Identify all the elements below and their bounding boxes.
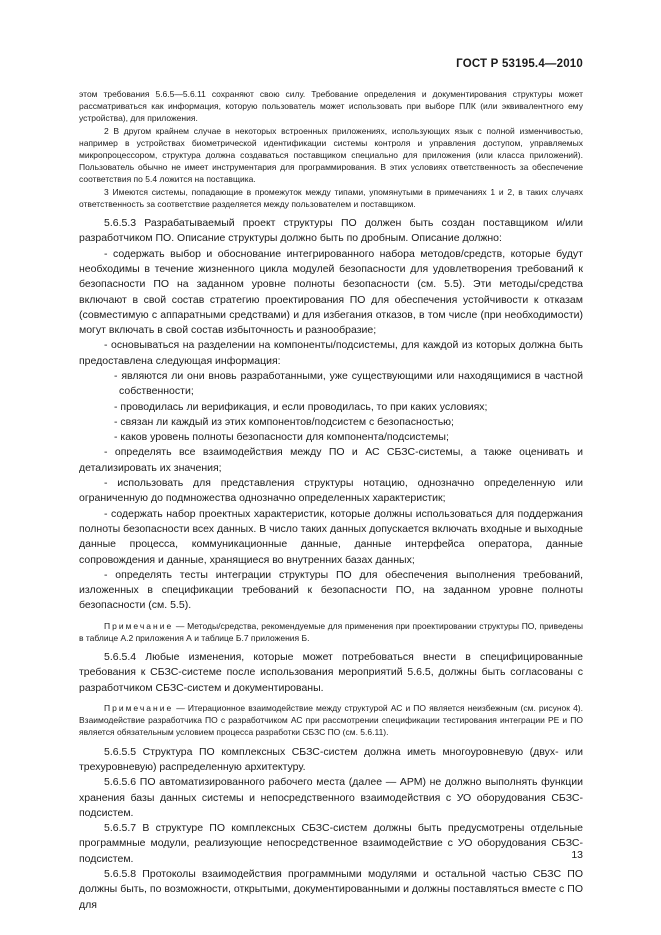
page-content bbox=[79, 88, 583, 913]
list-item: - содержать выбор и обоснование интегрированного набора методов/средств, которые будут необходимы в течение жизненного цикла модулей безопасности для удовлетворения требований к безопасности ПО на заданном уровне полноты безопасности (см. 5.5). Эти методы/средства включают в свой состав стратегию проектирования ПО для обеспечения устойчивости к отказам (совместимую с аппаратными средствами) и для избегания отказов, в том числе (при необходимости) могут включать в свой состав избыточность и разнообразие; bbox=[79, 247, 583, 337]
note-label: Примечание bbox=[104, 620, 174, 631]
sub-list-item: - проводилась ли верификация, и если проводилась, то при каких условиях; bbox=[114, 400, 488, 413]
list-item: - содержать набор проектных характеристик, которые должны использоваться для поддержания полноты безопасности всех данных. В число таких данных допускается включать входные и выходные данные процесса, коммуникационные данные, данные интерфейса оператора, данные сопровождения и данные, хранящиеся во внутренних базах данных; bbox=[79, 507, 583, 566]
clause-5-6-5-4: 5.6.5.4 Любые изменения, которые может потребоваться внести в специфицированные требования к СБЗС-системе после использования мероприятий 5.6.5, должны быть согласованы с разработчиком СБЗС-систем и документированы. bbox=[79, 651, 583, 694]
clause-5-6-5-5: 5.6.5.5 Структура ПО комплексных СБЗС-систем должна иметь многоуровневую (двух- или трехуровневую) распределенную архитектуру. bbox=[79, 745, 583, 773]
list-item: - определять все взаимодействия между ПО и АС СБЗС-системы, а также оценивать и детализировать их значения; bbox=[79, 446, 583, 474]
note-text: — Методы/средства, рекомендуемые для применения при проектировании структуры ПО, приведены в таблице А.2 приложения А и таблице Б.7 приложения Б. bbox=[79, 620, 583, 643]
list-item: - использовать для представления структуры нотацию, однозначно определенную или ограниченную до подмножества однозначно определенных характеристик; bbox=[79, 477, 583, 505]
clause-5-6-5-8: 5.6.5.8 Протоколы взаимодействия программными модулями и остальной частью СБЗС ПО должны быть, по возможности, открытыми, документированными и должны поставляться вместе с ПО для bbox=[79, 868, 583, 911]
clause-5-6-5-7: 5.6.5.7 В структуре ПО комплексных СБЗС-систем должны быть предусмотрены отдельные программные модули, реализующие непосредственное взаимодействие с УО оборудования СБЗС-подсистем. bbox=[79, 822, 583, 865]
page-number: 13 bbox=[571, 849, 583, 861]
note-2: 2 В другом крайнем случае в некоторых встроенных приложениях, использующих язык с полной изменчивостью, например в устройствах биометрической идентификации системы контроля и управления доступом, управляемых микропроцессором, структура должна создаваться поставщиком специально для приложения (или класса приложений). Пользователь обычно не имеет инструментария для программирования. В этих условиях ответственность за обеспечение соответствия по 5.4 ложится на поставщика. bbox=[79, 125, 583, 185]
sub-list-item: - являются ли они вновь разработанными, уже существующими или находящимися в частной собственности; bbox=[114, 370, 583, 398]
list-item: - определять тесты интеграции структуры ПО для обеспечения выполнения требований, изложенных в спецификации требований к безопасности ПО, на заданном уровне полноты безопасности (см. 5.5). bbox=[79, 568, 583, 612]
sub-list-item: - связан ли каждый из этих компонентов/подсистем с безопасностью; bbox=[114, 415, 454, 428]
sub-list-item: - каков уровень полноты безопасности для компонента/подсистемы; bbox=[114, 431, 449, 444]
note-iteration bbox=[79, 702, 583, 739]
document-id-header: ГОСТ Р 53195.4—2010 bbox=[456, 58, 583, 70]
clause-5-6-5-3: 5.6.5.3 Разрабатываемый проект структуры ПО должен быть создан поставщиком и/или разработчиком ПО. Описание структуры должно быть по дробным. Описание должно: bbox=[79, 217, 583, 245]
note-3: 3 Имеются системы, попадающие в промежуток между типами, упомянутыми в примечаниях 1 и 2, в таких случаях ответственность за соответствие разделяется между пользователем и поставщиком. bbox=[79, 186, 583, 209]
note-methods bbox=[79, 620, 583, 644]
note-continuation: этом требования 5.6.5—5.6.11 сохраняют свою силу. Требование определения и документирования структуры может рассматриваться как информация, которую пользователь может использовать при выборе ПЛК (или эквивалентного ему устройства), для приложения. bbox=[79, 89, 583, 124]
note-text: — Итерационное взаимодействие между структурой АС и ПО является неизбежным (см. рисунок 4). Взаимодействие разработчика ПО с разработчиком АС при рассмотрении спецификации тестирования интеграции РЕ и ПО является обязательным условием процесса разработки СБЗС ПО (см. 5.6.11). bbox=[79, 703, 583, 738]
clause-5-6-5-6: 5.6.5.6 ПО автоматизированного рабочего места (далее — АРМ) не должно выполнять функции хранения базы данных системы и непосредственного взаимодействия с УО оборудования СБЗС-подсистем. bbox=[79, 776, 583, 819]
note-label: Примечание bbox=[104, 703, 174, 714]
list-item: - основываться на разделении на компоненты/подсистемы, для каждой из которых должна быть предоставлена следующая информация: bbox=[79, 339, 583, 367]
